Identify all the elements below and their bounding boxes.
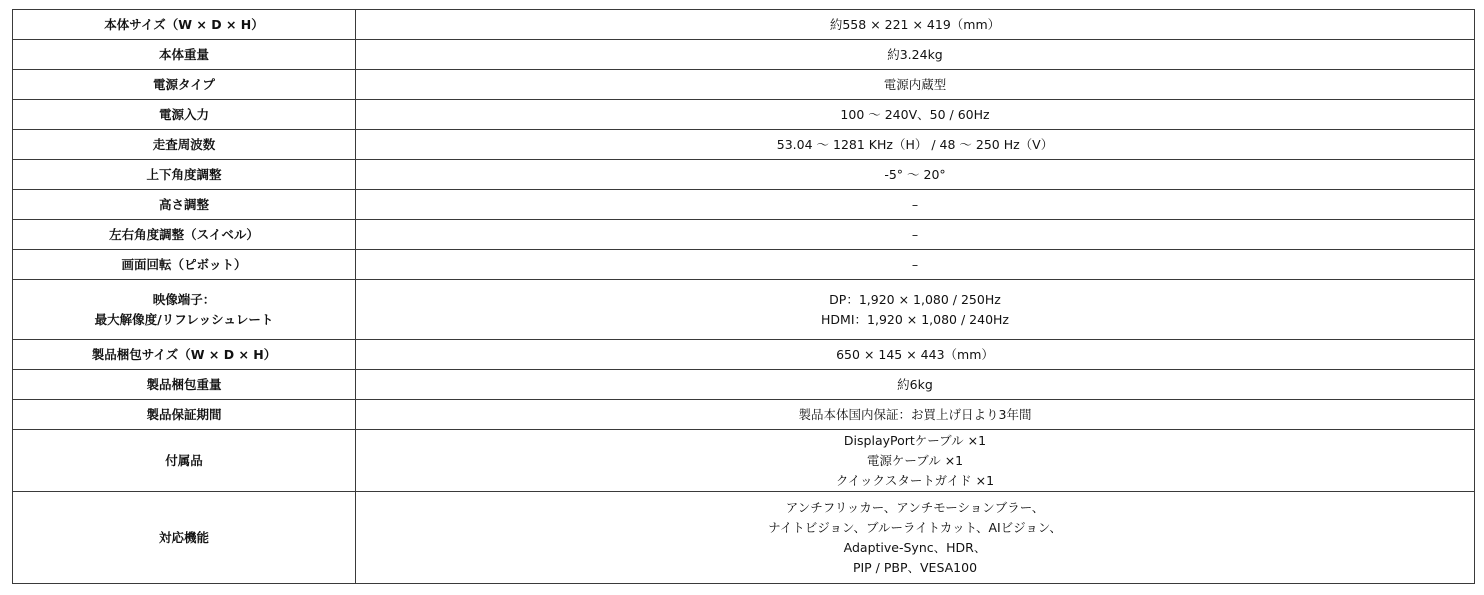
spec-value (356, 430, 1475, 492)
spec-row (13, 220, 1475, 250)
spec-row (13, 250, 1475, 280)
spec-label (13, 370, 356, 400)
spec-value (356, 70, 1475, 100)
spec-label (13, 70, 356, 100)
spec-label-line: 上下角度調整 (146, 166, 222, 182)
spec-row (13, 10, 1475, 40)
spec-label (13, 250, 356, 280)
spec-label (13, 40, 356, 70)
spec-label (13, 130, 356, 160)
spec-value-line: PIP / PBP、VESA100 (852, 559, 978, 575)
spec-label-line: 高さ調整 (158, 196, 209, 212)
spec-value-line: 100 〜 240V、50 / 60Hz (840, 106, 990, 122)
spec-label-line: 対応機能 (158, 529, 209, 545)
spec-table-body (13, 10, 1475, 584)
spec-value-line: 53.04 〜 1281 KHz（H） / 48 〜 250 Hz（V） (776, 136, 1054, 152)
spec-value (356, 220, 1475, 250)
spec-value-line: 電源内蔵型 (883, 76, 947, 92)
spec-label-line: 電源タイプ (153, 76, 215, 92)
spec-row (13, 70, 1475, 100)
spec-label (13, 10, 356, 40)
spec-label (13, 220, 356, 250)
spec-row (13, 400, 1475, 430)
spec-value-line: 電源ケーブル ×1 (866, 452, 964, 468)
spec-label-line: 画面回転（ピボット） (121, 256, 247, 272)
spec-value-line: DisplayPortケーブル ×1 (843, 432, 987, 448)
spec-value-line: HDMI：1,920 × 1,080 / 240Hz (821, 311, 1009, 327)
spec-value (356, 280, 1475, 340)
spec-table (12, 9, 1475, 584)
spec-label (13, 430, 356, 492)
spec-label (13, 340, 356, 370)
spec-row (13, 100, 1475, 130)
spec-label-line: 最大解像度/リフレッシュレート (94, 311, 274, 327)
spec-label-line: 電源入力 (158, 106, 209, 122)
spec-label (13, 400, 356, 430)
spec-value-line: 650 × 145 × 443（mm） (836, 346, 994, 362)
spec-value-line: 約558 × 221 × 419（mm） (829, 16, 1001, 32)
spec-value-line: アンチフリッカー、アンチモーションブラー、 (785, 499, 1045, 515)
spec-value (356, 370, 1475, 400)
spec-label-line: 製品梱包重量 (146, 376, 222, 392)
spec-row (13, 430, 1475, 492)
spec-value-line: 製品本体国内保証：お買上げ日より3年間 (798, 406, 1032, 422)
spec-label-line: 本体重量 (158, 46, 209, 62)
spec-value (356, 492, 1475, 584)
spec-label (13, 190, 356, 220)
spec-row (13, 492, 1475, 584)
spec-value-line: – (911, 196, 919, 212)
spec-value (356, 250, 1475, 280)
spec-value-line: DP：1,920 × 1,080 / 250Hz (829, 291, 1001, 307)
spec-row (13, 130, 1475, 160)
spec-label-line: 製品梱包サイズ（W × D × H） (91, 346, 277, 362)
spec-value (356, 40, 1475, 70)
spec-label-line: 本体サイズ（W × D × H） (104, 16, 264, 32)
spec-value (356, 10, 1475, 40)
spec-row (13, 370, 1475, 400)
spec-row (13, 280, 1475, 340)
spec-row (13, 190, 1475, 220)
spec-value (356, 160, 1475, 190)
spec-value-line: 約3.24kg (887, 46, 943, 62)
spec-value-line: Adaptive-Sync、HDR、 (843, 539, 987, 555)
spec-value-line: – (911, 226, 919, 242)
spec-row (13, 40, 1475, 70)
spec-value (356, 100, 1475, 130)
spec-value (356, 340, 1475, 370)
spec-value-line: 約6kg (897, 376, 933, 392)
spec-value (356, 130, 1475, 160)
spec-value (356, 400, 1475, 430)
spec-label (13, 492, 356, 584)
spec-label-line: 走査周波数 (152, 136, 216, 152)
spec-value-line: クイックスタートガイド ×1 (835, 472, 995, 488)
spec-label-line: 映像端子： (152, 291, 216, 307)
spec-label-line: 左右角度調整（スイベル） (109, 226, 259, 242)
spec-label (13, 160, 356, 190)
spec-value-line: ナイトビジョン、ブルーライトカット、AIビジョン、 (768, 519, 1062, 535)
spec-label (13, 280, 356, 340)
spec-label (13, 100, 356, 130)
spec-row (13, 160, 1475, 190)
spec-label-line: 製品保証期間 (146, 406, 222, 422)
spec-label-line: 付属品 (165, 452, 203, 468)
spec-row (13, 340, 1475, 370)
spec-value-line: -5° 〜 20° (884, 166, 946, 182)
spec-value (356, 190, 1475, 220)
spec-value-line: – (911, 256, 919, 272)
